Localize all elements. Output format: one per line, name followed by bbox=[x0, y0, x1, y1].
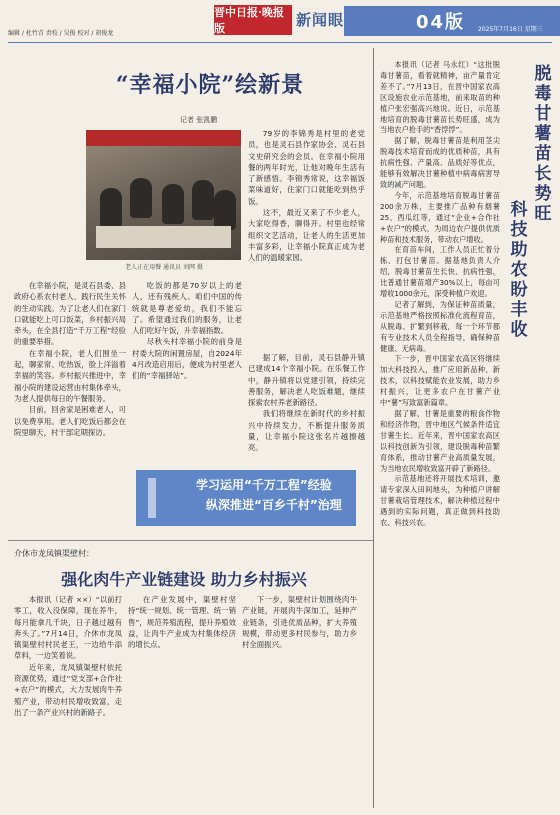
article2-column-1 bbox=[14, 594, 122, 808]
page-number: 04版 bbox=[416, 12, 466, 33]
title-character: 农 bbox=[510, 260, 528, 280]
slogan-line-2: 纵深推进“百乡千村”治理 bbox=[206, 498, 342, 512]
campaign-slogan-box bbox=[136, 470, 356, 526]
paragraph: 79岁的李锦秀是村里的老党员，也是灵石县作家协会、灵石县文史研究会的会员。在幸福小院用餐的两年时光，让他对晚年生活有了新感悟。李锦秀常说，这幸福饭菜味道好，住家门口就能吃到热乎饭。 bbox=[248, 129, 365, 206]
slogan-accent-bar bbox=[148, 478, 156, 518]
paragraph: 在育苗车间，工作人员正忙着分拣、打包甘薯苗。据基地负责人介绍，脱毒甘薯苗生长快、抗病性强，比普通甘薯苗增产30%以上，每亩可增收1000余元，深受种植户欢迎。 bbox=[380, 245, 500, 299]
title-character: 技 bbox=[510, 220, 528, 240]
paragraph: 本报讯（记者 ××）“以前打零工，收入没保障，现在养牛，每月能拿几千块，日子越过越有奔头了。”7月14日，介休市龙凤镇渠壁村村民老王，一边给牛添草料，一边笑着说。 bbox=[14, 595, 122, 661]
photo-caption: 老人正在用餐 通讯员 刘网 摄 bbox=[125, 264, 203, 271]
photo-person bbox=[130, 178, 152, 218]
title-character: 毒 bbox=[534, 84, 552, 104]
header-rule bbox=[8, 42, 552, 43]
paragraph: 下一步，渠壁村计划围绕肉牛产业链，开展肉牛深加工，延伸产业链条，引进优质品种，扩大养殖规模，带动更多村民参与，助力乡村全面振兴。 bbox=[242, 595, 357, 650]
slogan-line-1: 学习运用“千万工程”经验 bbox=[196, 478, 332, 492]
title-character: 势 bbox=[534, 184, 552, 204]
paragraph: 今年，示范基地培育脱毒甘薯苗200余万株，主要推广品种有烟薯25、西瓜红等，通过“企业+合作社+农户”的模式，为周边农户提供优质种苗和技术服务，带动农户增收。 bbox=[380, 190, 500, 244]
title-character: 苗 bbox=[534, 144, 552, 164]
article1-column-3 bbox=[248, 128, 365, 346]
paragraph: 示范基地还将开展技术培训，邀请专家深入田间地头，为种植户讲解甘薯栽培管理技术，解决种植过程中遇到的实际问题，真正做到科技助农、科技兴农。 bbox=[380, 474, 500, 528]
newspaper-logo: 晋中日报·晚报版 bbox=[214, 5, 292, 35]
article-divider bbox=[8, 540, 373, 541]
title-character: 长 bbox=[534, 164, 552, 184]
article1-column-2 bbox=[132, 280, 242, 465]
section-title: 新闻眼 bbox=[296, 11, 345, 29]
photo-person bbox=[100, 188, 122, 228]
page-header bbox=[0, 0, 560, 42]
title-character: 薯 bbox=[534, 124, 552, 144]
article3-title-part1 bbox=[532, 64, 554, 224]
paragraph: 目前，回舍家是困难老人，可以免费享用。老人们吃饭后都会在院里聊天，村干部定期探访。 bbox=[14, 405, 126, 437]
article1-column-1 bbox=[14, 280, 126, 535]
paragraph: 在幸福小院，是灵石县委、县政府心系农村老人、践行民生关怀的生动实践。为了让老人们在家门口就能吃上可口饭菜，乡村振兴局牵头，在全县打造“千万工程”经验的重要举措。 bbox=[14, 281, 126, 347]
title-character: 收 bbox=[510, 320, 528, 340]
title-character: 旺 bbox=[534, 204, 552, 224]
title-character: 盼 bbox=[510, 280, 528, 300]
paragraph: 吃饭的都是70岁以上的老人，还有残疾人。咱们中国的传统就是尊老爱幼，我们不能忘了。希望通过我们的服务，让老人们吃好午饭，升幸福指数。 bbox=[132, 281, 242, 336]
photo-person bbox=[162, 184, 184, 224]
paragraph: 尽秋头村幸福小院的前身是村委大院的闲置房屋，自2024年4月改造启用后，便成为村里老人们的“幸福驿站”。 bbox=[132, 337, 242, 381]
paragraph: 记者了解到，为保证种苗质量，示范基地严格按照标准化流程育苗，从脱毒、扩繁到移栽，每一个环节都有专业技术人员全程指导，确保种苗健康、无病毒。 bbox=[380, 299, 500, 353]
editor-credits: 编辑 / 杜竹青 责校 / 吴俊 校对 / 胡俊龙 bbox=[8, 30, 114, 37]
article3-title-part2 bbox=[508, 200, 530, 340]
photo-person bbox=[214, 190, 236, 230]
paragraph: 在产业发展中，渠壁村坚持“统一规划、统一管理、统一销售”，规范养殖流程，提升养殖效益，让肉牛产业成为村集体经济的增长点。 bbox=[128, 595, 236, 650]
article2-title: 强化肉牛产业链建设 助力乡村振兴 bbox=[61, 570, 307, 589]
title-character: 助 bbox=[510, 240, 528, 260]
issue-date: 2025年7月16日 星期三 bbox=[478, 26, 543, 33]
title-character: 科 bbox=[510, 200, 528, 220]
article1-byline: 记者 张凯鹏 bbox=[180, 116, 218, 124]
article2-column-3 bbox=[242, 594, 357, 808]
article2-column-2 bbox=[128, 594, 236, 808]
article2-kicker: 介休市龙凤镇渠壁村： bbox=[14, 549, 94, 558]
paragraph: 下一步，晋中国家农高区将继续加大科技投入，推广应用新品种、新技术，以科技赋能农业发展，助力乡村振兴，让更多农户在甘薯产业中“薯”写致富新篇章。 bbox=[380, 354, 500, 408]
paragraph: 这不，最近又来了不少老人，大家吃得香，聊得开。村里也经常组织文艺活动，让老人的生活更加丰富多彩，让幸福小院真正成为老人们的温暖家园。 bbox=[248, 208, 365, 263]
paragraph: 据了解，脱毒甘薯苗是利用茎尖脱毒技术培育而成的优质种苗，具有抗病性强、产量高、品质好等优点，能够有效解决甘薯种植中病毒病害导致的减产问题。 bbox=[380, 136, 500, 189]
photo-red-banner bbox=[86, 130, 241, 146]
paragraph: 我们将继续在新时代的乡村振兴中持续发力，不断提升服务质量，让幸福小院这张名片越擦越亮。 bbox=[248, 409, 365, 453]
article1-photo bbox=[86, 130, 241, 260]
column-separator bbox=[373, 48, 374, 808]
photo-dining-table bbox=[96, 226, 231, 248]
paragraph: 据了解，甘薯是重要的粮食作物和经济作物，晋中地区气候条件适宜甘薯生长。近年来，晋中国家农高区以科技创新为引领，建设脱毒种苗繁育体系，推动甘薯产业高质量发展，为当地农民增收致富开辟了新路径。 bbox=[380, 409, 500, 473]
article3-body bbox=[380, 60, 500, 810]
paragraph: 本报讯（记者 马永红）“这批脱毒甘薯苗，看着就精神，亩产量肯定差不了。”7月13日，在晋中国家农高区设施农业示范基地，前来取苗的种植户张宏强高兴地说。近日，示范基地培育的脱毒甘薯苗长势旺盛，成为当地农户抢手的“香饽饽”。 bbox=[380, 60, 500, 135]
paragraph: 在幸福小院，老人们围坐一起，聊家常、吃热饭，脸上洋溢着幸福的笑容。乡村振兴推进中，幸福小院的建设运营由村集体牵头，为老人提供每日的午餐服务。 bbox=[14, 348, 126, 403]
title-character: 甘 bbox=[534, 104, 552, 124]
title-character: 丰 bbox=[510, 300, 528, 320]
photo-person bbox=[192, 180, 214, 220]
title-character: 脱 bbox=[534, 64, 552, 84]
paragraph: 近年来，龙凤镇渠壁村依托资源优势，通过“党支部+合作社+农户”的模式，大力发展肉牛养殖产业，带动村民增收致富，走出了一条产业兴村的新路子。 bbox=[14, 662, 122, 717]
paragraph: 据了解，目前，灵石县静升镇已建成14个幸福小院。在乐餐工作中，静升镇将以党建引领，持续完善服务，解决老人吃饭难题，继续探索农村养老新路径。 bbox=[248, 353, 365, 408]
article1-title: “幸福小院”绘新景 bbox=[115, 72, 305, 98]
